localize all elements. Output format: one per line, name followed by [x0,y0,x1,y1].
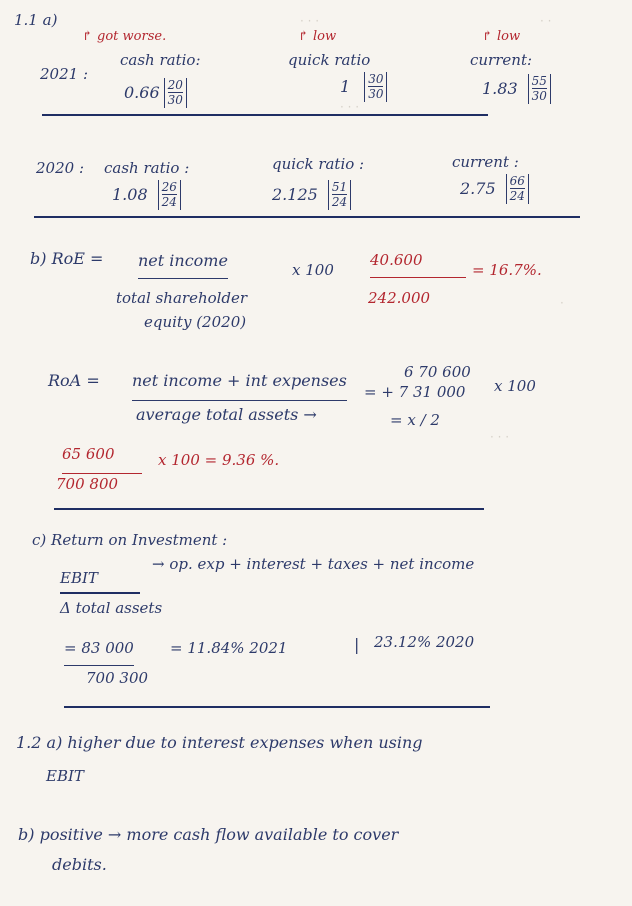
roe-denominator-line-2: equity (2020) [144,313,247,331]
fraction-numerator: 66 [509,174,525,188]
roi-separator: | [354,635,360,654]
cash-ratio-2020-value: 1.08 [112,185,148,205]
roe-denominator-line-1: total shareholder [116,289,248,307]
roa-fraction-numerator: 65 600 [62,446,142,474]
fraction-denominator: 24 [509,189,525,204]
divider [34,216,580,218]
roa-times-100: x 100 [494,377,536,395]
current-ratio-2021 [482,74,551,104]
fraction-denominator: 30 [368,87,384,102]
cash-ratio-2021-fraction [164,78,187,108]
current-ratio-2021-value: 1.83 [482,79,518,99]
cash-ratio-2020 [112,180,181,210]
fraction-numerator: 26 [161,180,177,194]
roa-result: x 100 = 9.36 %. [158,451,280,469]
quick-ratio-2021 [340,72,387,102]
cash-ratio-2021 [124,78,187,108]
fraction-numerator: 55 [531,74,547,88]
quick-ratio-2021-value: 1 [340,77,351,97]
question-label-1-1a: 1.1 a) [14,11,58,29]
divider [42,114,488,116]
cash-ratio-2020-fraction [158,180,181,210]
bleed-through-mark: · · · [300,14,320,28]
current-ratio-2020-fraction [506,174,529,204]
answer-1-2a-line-2: EBIT [46,767,84,785]
roi-components: → op. exp + interest + taxes + net income [152,555,475,573]
roi-result-2020: 23.12% 2020 [374,633,475,651]
roi-numerator-value: = 83 000 [64,640,134,666]
fraction-numerator: 51 [331,180,348,194]
fraction-denominator: 30 [167,93,183,108]
roa-calc-line-2: = + 7 31 000 [364,383,466,401]
divider [64,706,490,708]
roi-heading: c) Return on Investment : [32,531,228,549]
bleed-through-mark: · · · [340,100,360,114]
answer-1-2b-line-1: b) positive → more cash flow available to cover [18,825,399,844]
roa-label: RoA = [48,371,100,390]
roe-times-100: x 100 [292,261,334,279]
bleed-through-mark: · · · [490,430,510,444]
roe-value-numerator: 40.600 [370,252,466,278]
roa-numerator: net income + int expenses [132,372,347,401]
roe-value-denominator: 242.000 [368,289,431,307]
heading-quick-ratio-2021: quick ratio [288,51,371,69]
quick-ratio-2020 [272,180,351,210]
heading-current-2021: current: [470,51,533,69]
roa-calc-line-1: 6 70 600 [404,363,471,381]
fraction-numerator: 20 [167,78,183,92]
note-cash-ratio: ↱ got worse. [82,29,167,44]
note-quick-ratio: ↱ low [298,29,337,44]
roa-denominator: average total assets → [136,405,317,424]
fraction-numerator: 30 [368,72,384,86]
quick-ratio-2021-fraction [364,72,387,102]
current-ratio-2020-value: 2.75 [460,179,496,199]
bleed-through-mark: · [560,296,564,310]
roi-denominator: Δ total assets [60,599,163,617]
roi-denominator-value: 700 300 [86,669,149,687]
divider [54,508,484,510]
fraction-bar [60,592,140,594]
roi-result-2021: = 11.84% 2021 [170,639,288,657]
current-ratio-2020 [460,174,529,204]
roa-calc-line-3: = x / 2 [390,411,440,429]
current-ratio-2021-fraction [528,74,551,104]
heading-cash-ratio-2020: cash ratio : [104,159,190,177]
year-2020: 2020 : [36,159,84,177]
roe-label: b) RoE = [30,249,104,268]
fraction-denominator: 30 [531,89,547,104]
answer-1-2b-line-2: debits. [52,855,107,874]
year-2021: 2021 : [40,65,88,83]
quick-ratio-2020-fraction [328,180,351,210]
cash-ratio-2021-value: 0.66 [124,83,160,103]
roe-result: = 16.7%. [472,261,542,279]
heading-cash-ratio-2021: cash ratio: [120,51,201,69]
heading-quick-ratio-2020: quick ratio : [272,155,365,173]
roa-fraction-denominator: 700 800 [56,475,119,493]
fraction-denominator: 24 [161,195,177,210]
roi-ebit: EBIT [60,569,98,587]
note-current-ratio: ↱ low [482,29,521,44]
quick-ratio-2020-value: 2.125 [272,185,318,205]
heading-current-2020: current : [452,153,519,171]
answer-1-2a-line-1: 1.2 a) higher due to interest expenses when using [16,733,423,752]
bleed-through-mark: · · [540,14,552,28]
roe-numerator: net income [138,252,228,279]
fraction-denominator: 24 [331,195,348,210]
